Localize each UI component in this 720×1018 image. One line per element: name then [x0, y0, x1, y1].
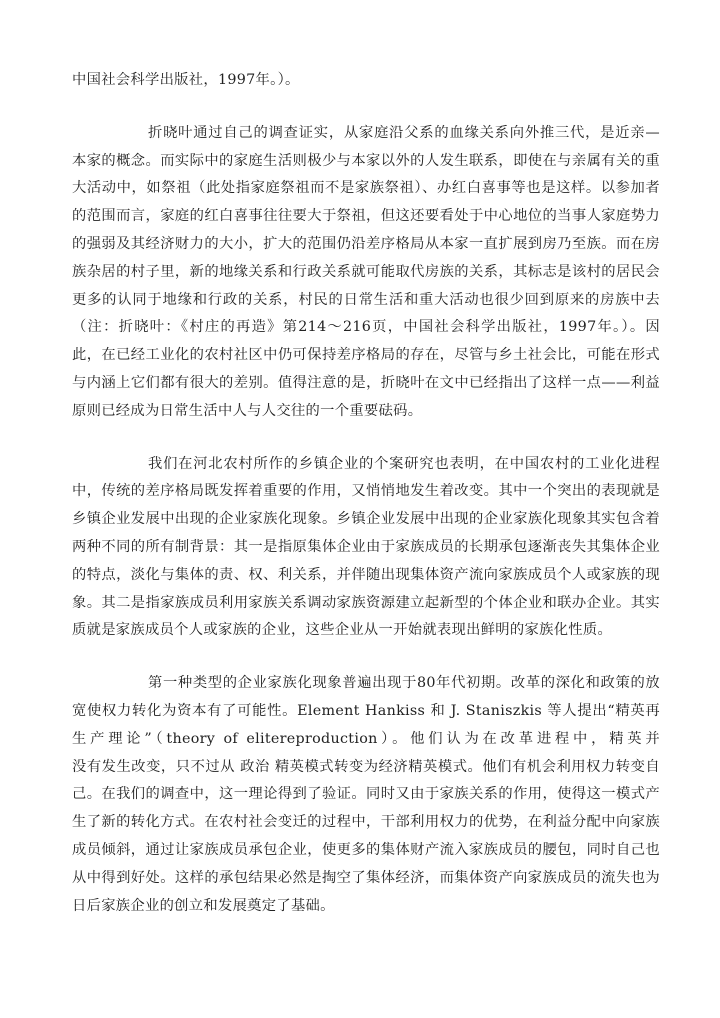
text-line: 乡镇企业发展中出现的企业家族化现象。乡镇企业发展中出现的企业家族化现象其实包含着 [72, 511, 660, 528]
text-line: 第一种类型的企业家族化现象普遍出现于80年代初期。改革的深化和政策的放 [148, 675, 660, 692]
text-line: 象。其二是指家族成员利用家族关系调动家族资源建立起新型的个体企业和联办企业。其实 [72, 594, 660, 611]
paragraph [72, 451, 660, 646]
text-line: 没有发生改变，只不过从 政治 精英模式转变为经济精英模式。他们有机会利用权力转变自 [72, 758, 660, 775]
text-line: 质就是家族成员个人或家族的企业，这些企业从一开始就表现出鲜明的家族化性质。 [72, 622, 613, 639]
text-line: 原则已经成为日常生活中人与人交往的一个重要砝码。 [72, 402, 423, 419]
text-line: （注：折晓叶：《村庄的再造》第214～216页，中国社会科学出版社，1997年。）。因 [72, 319, 660, 336]
text-line: 宽使权力转化为资本有了可能性。Element Hankiss 和 J. Staniszkis 等人提出“精英再 [72, 702, 660, 719]
text-line: 两种不同的所有制背景：其一是指原集体企业由于家族成员的长期承包逐渐丧失其集体企业 [72, 538, 660, 555]
text-line: 中，传统的差序格局既发挥着重要的作用，又悄悄地发生着改变。其中一个突出的表现就是 [72, 483, 660, 500]
text-line: 与内涵上它们都有很大的差别。值得注意的是，折晓叶在文中已经指出了这样一点——利益 [72, 374, 660, 391]
text-line: 本家的概念。而实际中的家庭生活则极少与本家以外的人发生联系，即使在与亲属有关的重 [72, 152, 660, 169]
text-line: 生了新的转化方式。在农村社会变迁的过程中，干部利用权力的优势，在利益分配中向家族 [72, 814, 660, 831]
text-line: 生产理论”（theory of elitereproduction）。他们认为在改革进程中，精英并 [72, 730, 660, 747]
text-line: 我们在河北农村所作的乡镇企业的个案研究也表明，在中国农村的工业化进程 [148, 455, 660, 472]
text-line: 的特点，淡化与集体的责、权、利关系，并伴随出现集体资产流向家族成员个人或家族的现 [72, 566, 660, 583]
text-line: 折晓叶通过自己的调查证实，从家庭沿父系的血缘关系向外推三代，是近亲— [148, 124, 660, 141]
text-line: 族杂居的村子里，新的地缘关系和行政关系就可能取代房族的关系，其标志是该村的居民会 [72, 263, 660, 280]
text-line: 己。在我们的调查中，这一理论得到了验证。同时又由于家族关系的作用，使得这一模式产 [72, 786, 660, 803]
text-line: 从中得到好处。这样的承包结果必然是掏空了集体经济，而集体资产向家族成员的流失也为 [72, 869, 660, 886]
document-page [72, 67, 660, 945]
text-line: 更多的认同于地缘和行政的关系，村民的日常生活和重大活动也很少回到原来的房族中去 [72, 291, 660, 308]
text-line: 的强弱及其经济财力的大小，扩大的范围仍沿差序格局从本家一直扩展到房乃至族。而在房 [72, 235, 660, 252]
text-line: 大活动中，如祭祖（此处指家庭祭祖而不是家族祭祖）、办红白喜事等也是这样。以参加者 [72, 180, 660, 197]
text-line: 此，在已经工业化的农村社区中仍可保持差序格局的存在，尽管与乡土社会比，可能在形式 [72, 347, 660, 364]
paragraph [72, 670, 660, 920]
text-line: 成员倾斜，通过让家族成员承包企业，使更多的集体财产流入家族成员的腰包，同时自己也 [72, 841, 660, 858]
paragraph [72, 120, 660, 426]
text-line: 日后家族企业的创立和发展奠定了基础。 [72, 897, 335, 914]
text-line: 的范围而言，家庭的红白喜事往往要大于祭祖，但这还要看处于中心地位的当事人家庭势力 [72, 208, 660, 225]
paragraph [72, 67, 660, 95]
text-line: 中国社会科学出版社，1997年。）。 [72, 72, 300, 88]
